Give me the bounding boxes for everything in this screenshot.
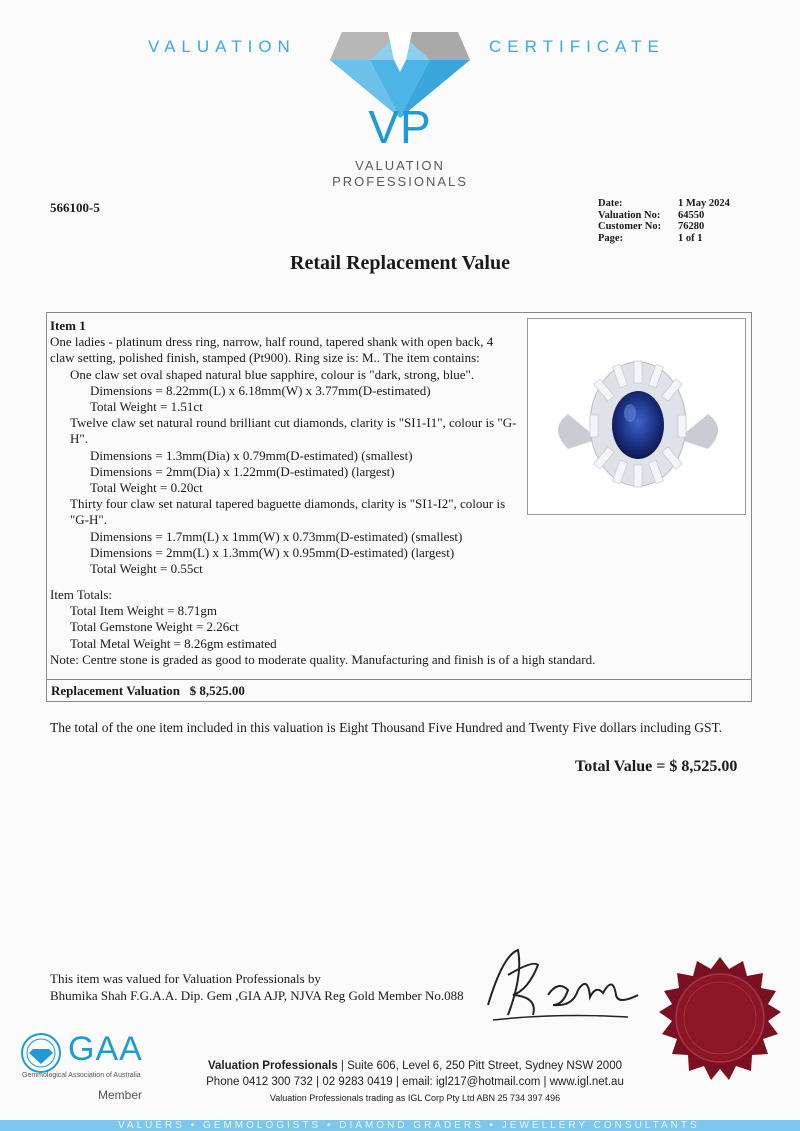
valuer-statement bbox=[50, 970, 464, 1004]
header-certificate-word: CERTIFICATE bbox=[489, 37, 665, 56]
round-diamonds-desc: Twelve claw set natural round brilliant cut diamonds, clarity is "SI1-I1", colour is "G-H". bbox=[70, 415, 517, 447]
date-value: 1 May 2024 bbox=[678, 198, 730, 209]
customer-no-value: 76280 bbox=[678, 221, 705, 232]
baguette-diamonds-dim-large: Dimensions = 2mm(L) x 1.3mm(W) x 0.95mm(D-estimated) (largest) bbox=[90, 544, 455, 560]
reference-number: 566100-5 bbox=[50, 200, 100, 215]
valuer-line-1: This item was valued for Valuation Professionals by bbox=[50, 971, 321, 986]
page-value: 1 of 1 bbox=[678, 232, 703, 244]
footer-band bbox=[0, 1120, 800, 1131]
gaa-gem-icon bbox=[20, 1032, 62, 1074]
replacement-value: $ 8,525.00 bbox=[189, 683, 245, 698]
logo-initials: VP bbox=[368, 101, 432, 153]
footer-email: email: igl217@hotmail.com bbox=[402, 1076, 541, 1088]
footer-trading: Valuation Professionals trading as IGL Corp Pty Ltd ABN 25 734 397 496 bbox=[269, 1093, 561, 1103]
valuer-line-2: Bhumika Shah F.G.A.A. Dip. Gem ,GIA AJP, NJVA Reg Gold Member No.088 bbox=[50, 988, 464, 1003]
total-metal-weight: Total Metal Weight = 8.26gm estimated bbox=[70, 635, 277, 651]
gaa-letters: GAA bbox=[68, 1030, 143, 1068]
item-intro: One ladies - platinum dress ring, narrow, half round, tapered shank with open back, 4 claw setting, polished finish, stamped (Pt900). Ring size is: M.. The item contains: bbox=[50, 334, 494, 366]
totals-heading: Item Totals: bbox=[50, 587, 113, 602]
round-diamonds-dim-large: Dimensions = 2mm(Dia) x 1.22mm(D-estimated) (largest) bbox=[90, 463, 395, 479]
logo-subtitle-2: PROFESSIONALS bbox=[332, 174, 468, 189]
footer-address: Suite 606, Level 6, 250 Pitt Street, Sydney NSW 2000 bbox=[347, 1060, 622, 1072]
item-description bbox=[50, 318, 520, 577]
page-title: Retail Replacement Value bbox=[290, 252, 510, 274]
baguette-diamonds-dim-small: Dimensions = 1.7mm(L) x 1mm(W) x 0.73mm(D-estimated) (smallest) bbox=[90, 528, 463, 544]
logo-subtitle-1: VALUATION bbox=[355, 158, 445, 173]
divider bbox=[46, 679, 752, 680]
item-heading: Item 1 bbox=[50, 318, 86, 333]
sapphire-weight: Total Weight = 1.51ct bbox=[90, 399, 203, 415]
gaa-association: Gemmological Association of Australia bbox=[22, 1072, 141, 1079]
valuation-no-value: 64550 bbox=[678, 209, 705, 221]
footer-contact: Valuation Professionals | Suite 606, Level 6, 250 Pitt Street, Sydney NSW 2000 Phone 0412 300 732 | 02 9283 0419 | email: igl217@hotmail.com | www.igl.net.au Valuation Professionals trading as IGL Corp Pty Ltd ABN 25 734 397 496 bbox=[165, 1058, 665, 1106]
footer-company: Valuation Professionals bbox=[207, 1060, 338, 1072]
page-label: Page: bbox=[598, 232, 624, 244]
ring-image-icon bbox=[528, 319, 745, 514]
customer-no-label: Customer No: bbox=[598, 221, 662, 232]
baguette-diamonds-weight: Total Weight = 0.55ct bbox=[90, 561, 203, 577]
total-sentence: The total of the one item included in this valuation is Eight Thousand Five Hundred and Twenty Five dollars including GST. bbox=[50, 720, 723, 735]
valuation-no-label: Valuation No: bbox=[598, 209, 661, 221]
total-gemstone-weight: Total Gemstone Weight = 2.26ct bbox=[70, 619, 239, 635]
round-diamonds-weight: Total Weight = 0.20ct bbox=[90, 480, 203, 496]
footer-band-text: VALUERS • GEMMOLOGISTS • DIAMOND GRADERS • JEWELLERY CONSULTANTS bbox=[118, 1120, 700, 1131]
quality-note: Note: Centre stone is graded as good to moderate quality. Manufacturing and finish is of a high standard. bbox=[50, 651, 596, 667]
total-item-weight: Total Item Weight = 8.71gm bbox=[70, 603, 218, 619]
sapphire-desc: One claw set oval shaped natural blue sapphire, colour is "dark, strong, blue". bbox=[70, 366, 475, 382]
replacement-valuation bbox=[51, 683, 245, 699]
replacement-label: Replacement Valuation bbox=[51, 683, 180, 698]
footer-phone-2: 02 9283 0419 bbox=[322, 1076, 393, 1088]
sapphire-dimensions: Dimensions = 8.22mm(L) x 6.18mm(W) x 3.77mm(D-estimated) bbox=[90, 382, 431, 398]
ring-photo bbox=[527, 318, 746, 515]
total-value: Total Value = $ 8,525.00 bbox=[575, 758, 738, 775]
date-label: Date: bbox=[598, 198, 623, 209]
gaa-member: Member bbox=[98, 1088, 143, 1102]
footer-phone: Phone 0412 300 732 bbox=[206, 1076, 313, 1088]
header-valuation-word: VALUATION bbox=[148, 37, 296, 56]
gaa-logo bbox=[20, 1030, 180, 1110]
baguette-diamonds-desc: Thirty four claw set natural tapered baguette diamonds, clarity is "SI1-I2", colour is "G-H". bbox=[70, 496, 506, 528]
signature-icon bbox=[478, 935, 648, 1030]
gold-seal-icon bbox=[650, 955, 790, 1095]
meta-table bbox=[598, 198, 730, 244]
item-totals bbox=[50, 587, 730, 668]
footer-web: www.igl.net.au bbox=[549, 1076, 624, 1088]
round-diamonds-dim-small: Dimensions = 1.3mm(Dia) x 0.79mm(D-estimated) (smallest) bbox=[90, 447, 413, 463]
